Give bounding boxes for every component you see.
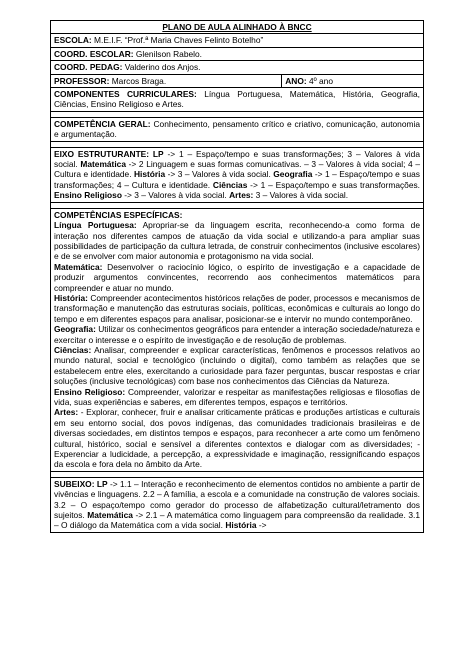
plan-title: PLANO DE AULA ALINHADO À BNCC xyxy=(51,21,424,34)
competencias-especificas-label: COMPETÊNCIAS ESPECÍFICAS: xyxy=(54,209,183,220)
componentes-row xyxy=(51,88,424,112)
competencias-especificas-cell xyxy=(51,208,424,471)
subeixo-mat-label: Matemática xyxy=(87,510,133,521)
ce-geo-label: Geografia: xyxy=(54,324,96,335)
eixo-label: EIXO ESTRUTURANTE: LP xyxy=(54,148,164,159)
eixo-text-4: -> 1 – Espaço/tempo e suas transformações; 4 – Cultura e identidade. xyxy=(54,169,420,190)
eixo-row xyxy=(51,147,424,202)
ce-cien-label: Ciências: xyxy=(54,344,92,355)
subeixo-label: SUBEIXO: LP xyxy=(54,478,108,489)
ce-lp-label: Língua Portuguesa: xyxy=(54,220,137,231)
ano-label: ANO: xyxy=(285,75,307,86)
ce-cien-text: Analisar, compreender e explicar características, fenômenos e processos relativos ao mundo natural, social e tecnológico (incluindo o digital), como também as relações que se estabelecem entre eles, exercitando a curiosidade para fazer perguntas, buscar respostas e criar soluções (inclusive tecnológicas) com base nos conhecimentos das Ciências da Natureza. xyxy=(54,344,420,387)
ce-artes-text: - Explorar, conhecer, fruir e analisar criticamente práticas e produções artísticas e culturais em seu entorno social, dos povos indígenas, das comunidades tradicionais brasileiras e de diversas sociedades, em distintos tempos e espaços, para reconhecer a arte como um fenômeno cultural, histórico, social e sensível a diferentes contextos e dialogar com as diversidades; - Experenciar a ludicidade, a percepção, a expressividade e imaginação, ressignificando espaços da escola e fora dela no âmbito da Arte. xyxy=(54,407,420,470)
subeixo-text-3: -> xyxy=(256,520,267,531)
eixo-text-3: -> 3 – Valores à vida social. xyxy=(165,169,274,180)
eixo-mat-label: Matemática xyxy=(80,159,126,170)
componentes-value: Língua Portuguesa, Matemática, História, Geografia, Ciências, Ensino Religioso e Artes. xyxy=(54,89,420,110)
ano-value: 4º ano xyxy=(306,75,333,86)
ce-geo-text: Utilizar os conhecimentos geográficos para entender a interação sociedade/natureza e exercitar o interesse e o espírito de investigação e de resolução de problemas. xyxy=(54,324,420,345)
eixo-geo-label: Geografia xyxy=(273,169,313,180)
ce-hist-text: Compreender acontecimentos históricos relações de poder, processos e mecanismos de transformação e manutenção das estruturas sociais, políticas, econômicas e culturais ao longo do tempo e em diferentes espaços para analisar, posicionar-se e intervir no mundo contemporâneo. xyxy=(54,292,420,324)
eixo-text-5: -> 1 – Espaço/tempo e suas transformações. xyxy=(247,179,420,190)
escola-value: M.E.I.F. “Prof.ª Maria Chaves Felinto Botelho” xyxy=(91,35,264,46)
coord-escolar-row xyxy=(51,47,424,60)
competencias-especificas-row xyxy=(51,208,424,471)
ce-er-label: Ensino Religioso: xyxy=(54,386,126,397)
subeixo-row xyxy=(51,477,424,532)
componentes-label: COMPONENTES CURRICULARES: xyxy=(54,89,197,100)
subeixo-cell xyxy=(51,477,424,532)
eixo-text-1: -> 1 – Espaço/tempo e suas transformações; 3 – Valores à vida social. xyxy=(54,148,420,170)
ce-lp-text: Apropriar-se da linguagem escrita, reconhecendo-a como forma de interação nos diferentes campos de atuação da vida social e utilizando-a para ampliar suas possibilidades de participação da cultura letrada, de construir conhecimentos (inclusive escolares) e de se envolver com maior autonomia e protagonismo na vida social. xyxy=(54,220,420,262)
eixo-hist-label: História xyxy=(133,169,166,180)
ce-er-text: Compreender, valorizar e respeitar as manifestações religiosas e filosofias de vida, suas experiências e saberes, em diferentes tempos, espaços e territórios. xyxy=(54,386,420,407)
eixo-artes-label: Artes: xyxy=(229,190,254,201)
professor-label: PROFESSOR: xyxy=(54,75,110,86)
ce-artes-label: Artes: xyxy=(54,407,79,418)
eixo-text-2: -> 2 Linguagem e suas formas comunicativas. – 3 – Valores à vida social; 4 – Cultura e identidade. xyxy=(54,159,420,180)
professor-value: Marcos Braga. xyxy=(109,75,167,86)
coord-escolar-value: Glenilson Rabelo. xyxy=(133,48,202,59)
competencia-geral-value: Conhecimento, pensamento crítico e criativo, comunicação, autonomia e argumentação. xyxy=(54,118,420,140)
title-row xyxy=(51,21,424,34)
subeixo-text-1: -> 1.1 – Interação e reconhecimento de elementos contidos no ambiente a partir de vivências e linguagens. 2.2 – A família, a escola e a comunidade na construção de valores sociais. 3.2 – O espaço/tempo como gerador do processo de alfabetização cultural/letramento dos sujeitos. xyxy=(54,478,421,521)
lesson-plan-table xyxy=(50,20,424,533)
ce-mat-text: Desenvolver o raciocínio lógico, o espírito de investigação e a capacidade de produzir argumentos convincentes, recorrendo aos conhecimentos matemáticos para compreender e atuar no mundo. xyxy=(54,261,420,293)
ce-hist-label: História: xyxy=(54,292,88,303)
eixo-text-7: 3 – Valores à vida social. xyxy=(253,190,349,201)
escola-row xyxy=(51,34,424,47)
escola-label: ESCOLA: xyxy=(54,35,92,46)
eixo-cell xyxy=(51,147,424,202)
eixo-er-label: Ensino Religioso xyxy=(54,190,122,201)
competencia-geral-row xyxy=(51,117,424,141)
eixo-cien-label: Ciências xyxy=(212,179,248,190)
eixo-text-6: -> 3 – Valores à vida social. xyxy=(121,190,230,201)
coord-pedag-value: Valderino dos Anjos. xyxy=(122,62,201,73)
competencia-geral-label: COMPETÊNCIA GERAL: xyxy=(54,118,151,129)
professor-row xyxy=(51,74,424,87)
ce-mat-label: Matemática: xyxy=(54,261,103,272)
coord-escolar-label: COORD. ESCOLAR: xyxy=(54,48,134,59)
coord-pedag-label: COORD. PEDAG: xyxy=(54,62,123,73)
coord-pedag-row xyxy=(51,61,424,74)
subeixo-hist-label: História xyxy=(225,520,257,531)
subeixo-text-2: -> 2.1 – A matemática como linguagem para compreensão da realidade. 3.1 – O diálogo da Matemática com a vida social. xyxy=(54,510,420,531)
